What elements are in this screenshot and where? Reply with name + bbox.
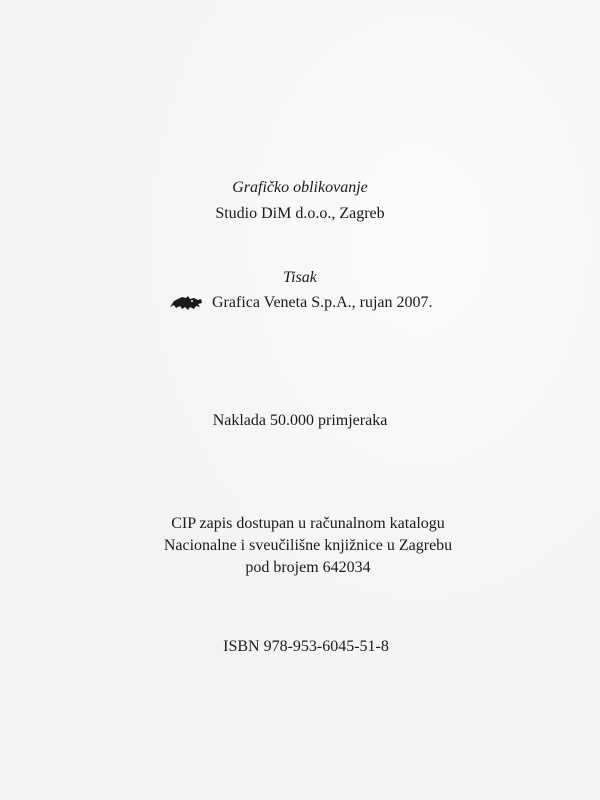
cip-line-3: pod brojem 642034 <box>245 559 371 576</box>
cip-line-2: Nacionalne i sveučilišne knjižnice u Zagrebu <box>163 537 453 554</box>
printer-name: Grafica Veneta S.p.A., rujan 2007. <box>212 294 433 311</box>
print-heading: Tisak <box>283 269 317 286</box>
design-studio: Studio DiM d.o.o., Zagreb <box>215 205 385 222</box>
design-heading: Grafičko oblikovanje <box>232 179 368 196</box>
printer-line <box>168 293 433 313</box>
cip-line-1: CIP zapis dostupan u računalnom katalogu <box>171 515 445 532</box>
isbn-line: ISBN 978-953-6045-51-8 <box>223 638 389 655</box>
lion-icon <box>168 295 204 311</box>
edition-line: Naklada 50.000 primjeraka <box>212 412 388 429</box>
